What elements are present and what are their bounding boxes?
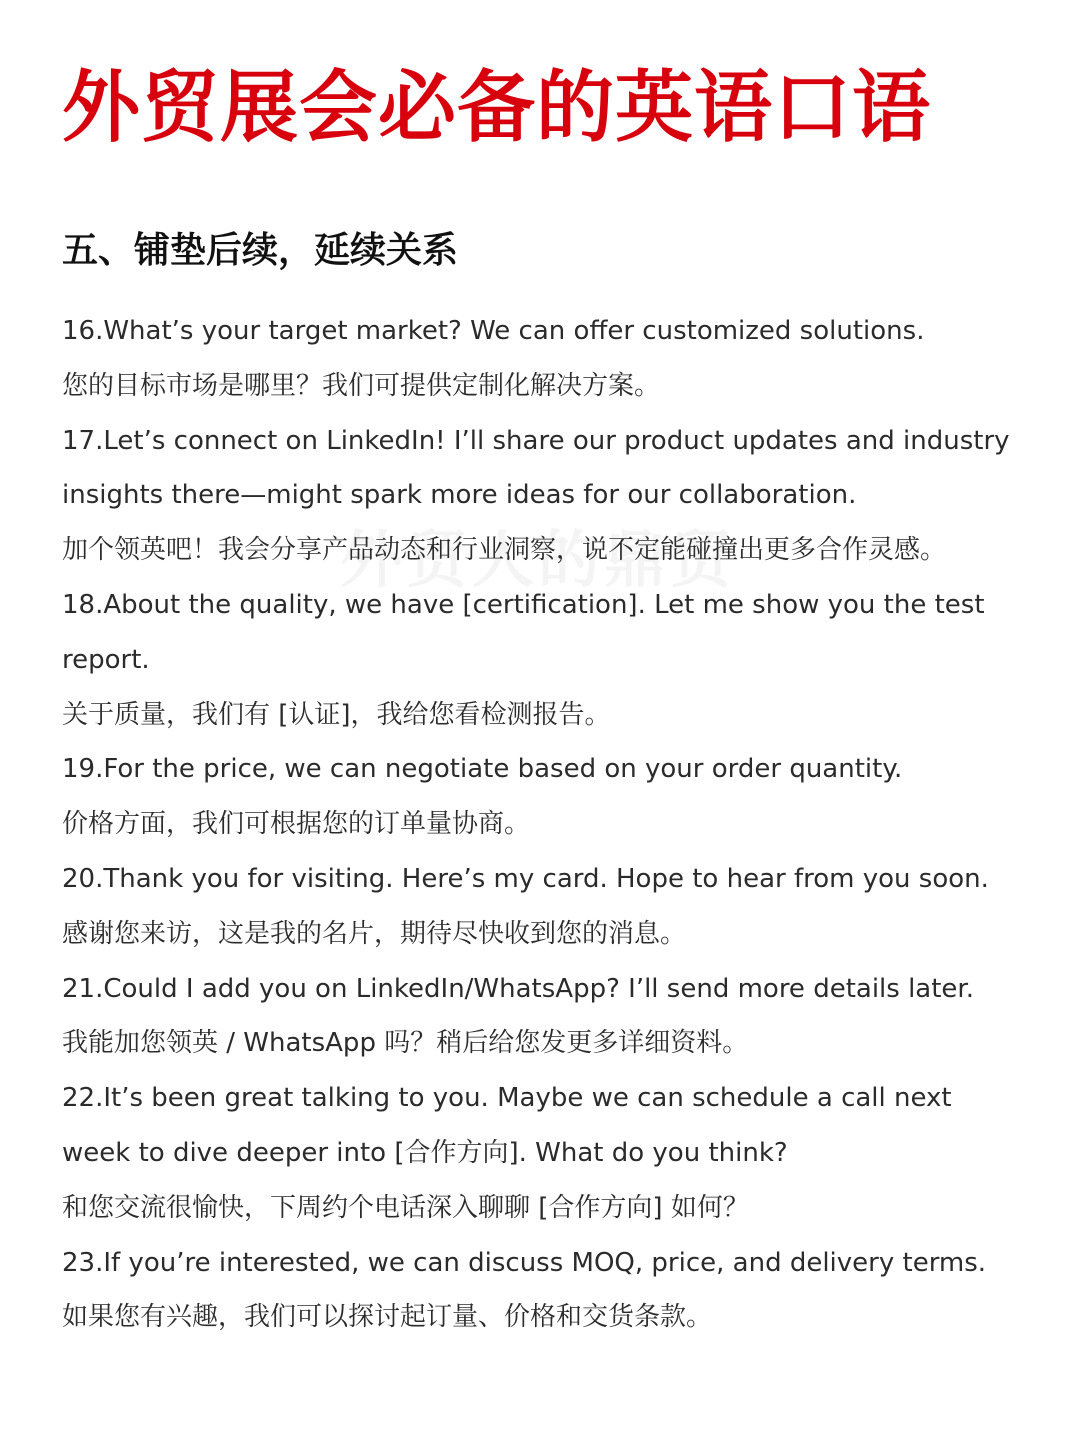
phrase-18-zh: 关于质量，我们有 [认证]，我给您看检测报告。 xyxy=(62,699,611,730)
section-title: 五、铺垫后续，延续关系 xyxy=(62,230,459,271)
phrase-19-zh: 价格方面，我们可根据您的订单量协商。 xyxy=(62,809,531,840)
phrase-17-en-line1: 17.Let’s connect on LinkedIn! I’ll share our product updates and industry xyxy=(62,425,1010,456)
phrase-22-en-line1: 22.It’s been great talking to you. Maybe we can schedule a call next xyxy=(62,1083,952,1114)
phrase-20-zh: 感谢您来访，这是我的名片，期待尽快收到您的消息。 xyxy=(62,918,687,949)
phrase-17-zh: 加个领英吧！我会分享产品动态和行业洞察，说不定能碰撞出更多合作灵感。 xyxy=(62,535,947,566)
phrase-23-zh: 如果您有兴趣，我们可以探讨起订量、价格和交货条款。 xyxy=(62,1302,713,1333)
phrase-22-zh: 和您交流很愉快，下周约个电话深入聊聊 [合作方向] 如何？ xyxy=(62,1192,749,1223)
phrase-21-en: 21.Could I add you on LinkedIn/WhatsApp? I’ll send more details later. xyxy=(62,973,974,1004)
phrase-22-en-line2: week to dive deeper into [合作方向]. What do you think? xyxy=(62,1137,788,1168)
phrase-18-en-line1: 18.About the quality, we have [certification]. Let me show you the test xyxy=(62,589,985,620)
phrase-19-en: 19.For the price, we can negotiate based on your order quantity. xyxy=(62,754,903,785)
phrase-23-en: 23.If you’re interested, we can discuss MOQ, price, and delivery terms. xyxy=(62,1247,987,1278)
phrase-17-en-line2: insights there—might spark more ideas for our collaboration. xyxy=(62,480,857,511)
phrase-16-en: 16.What’s your target market? We can offer customized solutions. xyxy=(62,316,925,346)
phrase-18-en-line2: report. xyxy=(62,644,150,675)
phrase-20-en: 20.Thank you for visiting. Here’s my card. Hope to hear from you soon. xyxy=(62,863,989,894)
phrase-21-zh: 我能加您领英 / WhatsApp 吗？稍后给您发更多详细资料。 xyxy=(62,1028,749,1059)
phrase-16-zh: 您的目标市场是哪里？我们可提供定制化解决方案。 xyxy=(62,370,661,401)
page-title: 外贸展会必备的英语口语 xyxy=(62,63,932,153)
phrase-list xyxy=(62,304,1032,1345)
